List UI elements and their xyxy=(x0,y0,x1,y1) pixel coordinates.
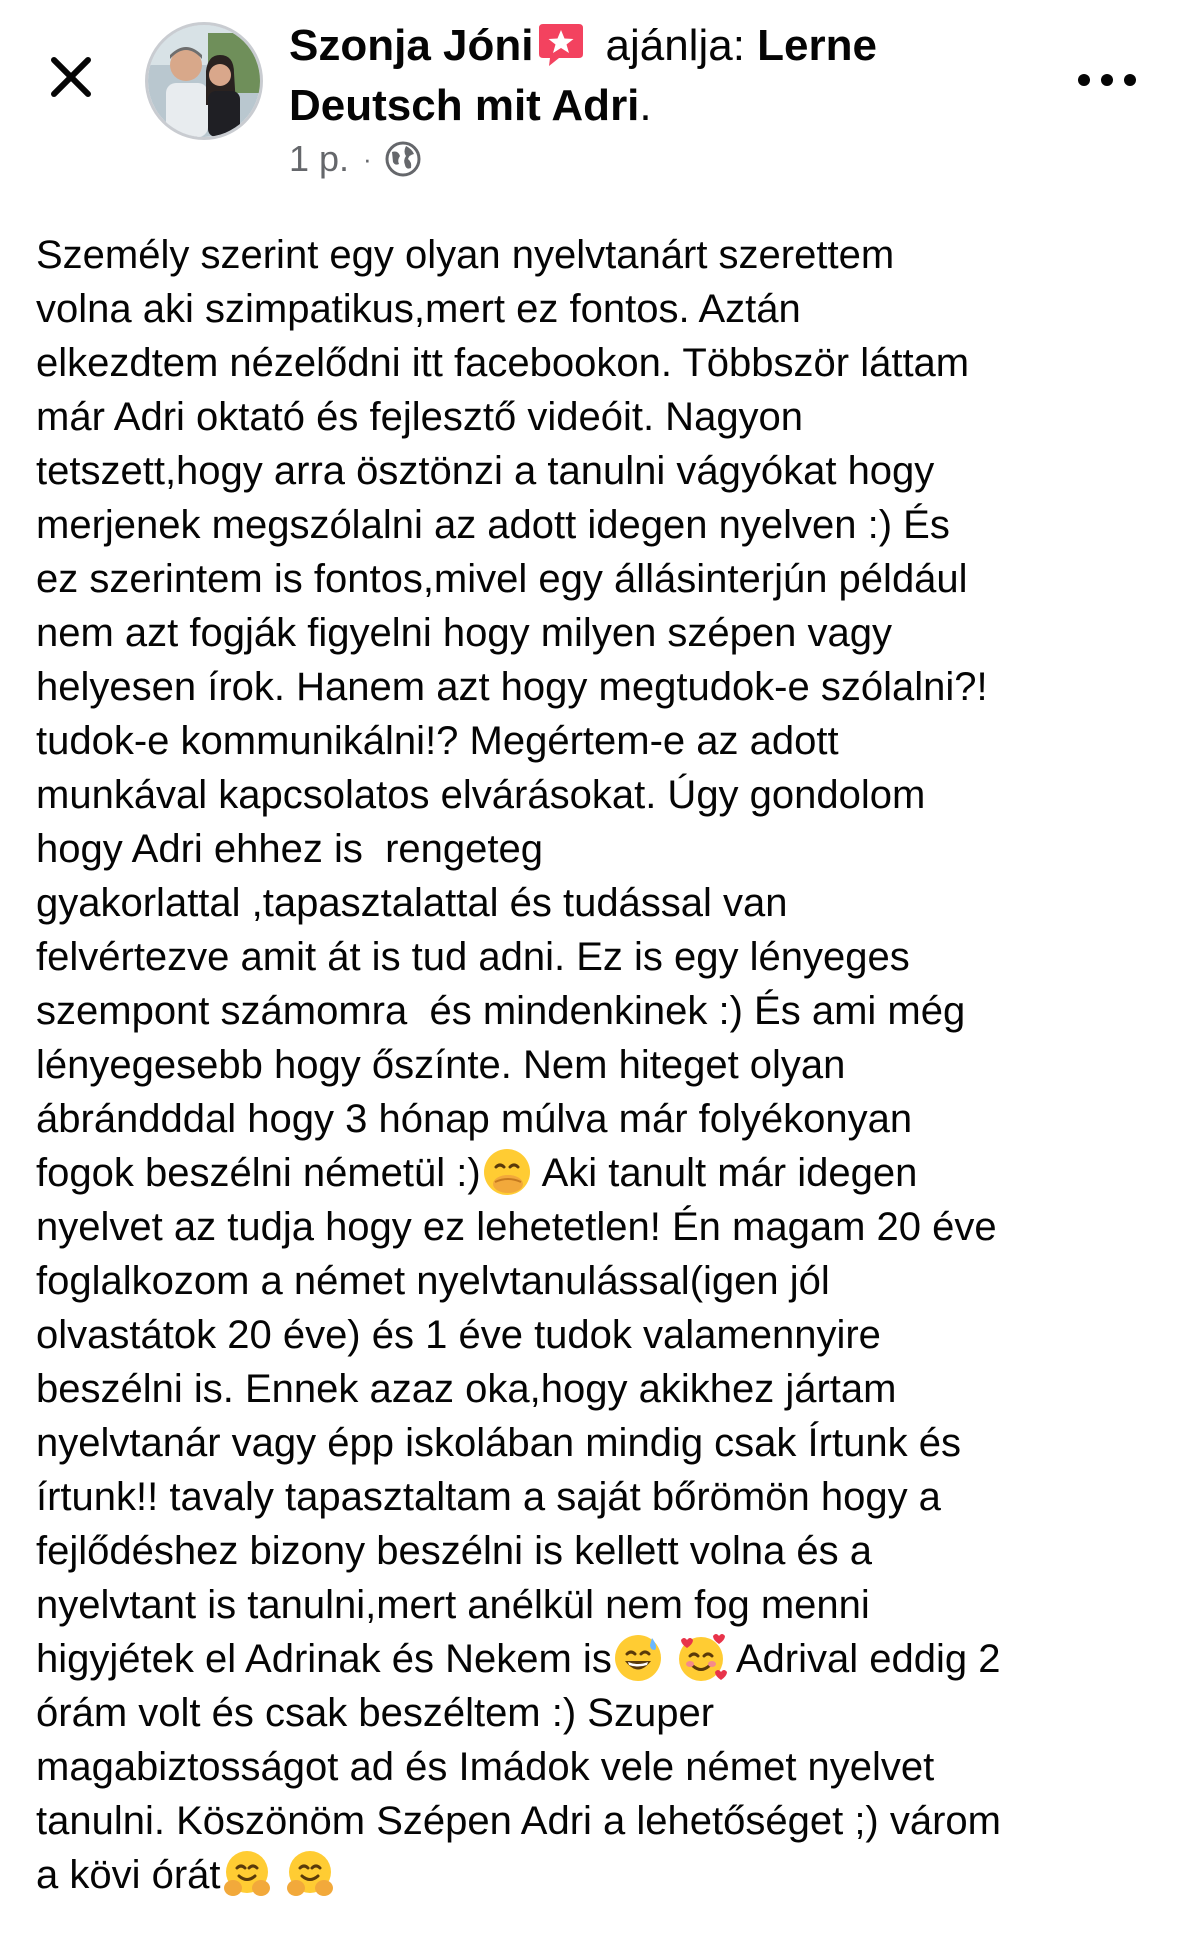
timestamp[interactable]: 1 p. xyxy=(289,138,350,179)
smiling-face-with-hearts-emoji xyxy=(675,1632,727,1684)
post-line: nyelvtant is tanulni,mert anélkül nem fog menni xyxy=(36,1583,870,1627)
post-meta xyxy=(289,138,422,180)
page-name-suffix: . xyxy=(639,81,652,130)
post-line: ábrándddal hogy 3 hónap múlva már folyékonyan xyxy=(36,1097,913,1141)
recommends-label: ajánlja: xyxy=(605,21,745,70)
post-line: volna aki szimpatikus,mert ez fontos. Aztán xyxy=(36,287,801,331)
meta-separator: · xyxy=(363,143,372,174)
post-line: tanulni. Köszönöm Szépen Adri a lehetőséget ;) várom xyxy=(36,1799,1001,1843)
more-options-button[interactable] xyxy=(1072,60,1142,100)
post-line: gyakorlattal ,tapasztalattal és tudással van xyxy=(36,881,788,925)
post-line-segment: Aki tanult már idegen xyxy=(532,1151,918,1195)
post-line: lényegesebb hogy őszínte. Nem hiteget olyan xyxy=(36,1043,846,1087)
post-line-gap xyxy=(273,1853,284,1897)
avatar[interactable] xyxy=(145,22,263,140)
post-line-segment: Adrival eddig 2 xyxy=(726,1637,1001,1681)
post-line: nyelvet az tudja hogy ez lehetetlen! Én magam 20 éve xyxy=(36,1205,997,1249)
post-line-segment: a kövi órát xyxy=(36,1853,221,1897)
post-line: írtunk!! tavaly tapasztaltam a saját bőrömön hogy a xyxy=(36,1475,941,1519)
post-line: munkával kapcsolatos elvárásokat. Úgy gondolom xyxy=(36,773,926,817)
post-line-with-emoji xyxy=(36,1848,1161,1902)
post-line: olvastátok 20 éve) és 1 éve tudok valamennyire xyxy=(36,1313,881,1357)
post-line: beszélni is. Ennek azaz oka,hogy akikhez jártam xyxy=(36,1367,897,1411)
post-line: már Adri oktató és fejlesztő videóit. Nagyon xyxy=(36,395,804,439)
post-line: órám volt és csak beszéltem :) Szuper xyxy=(36,1691,715,1735)
post-line-segment: fogok beszélni németül :) xyxy=(36,1151,481,1195)
face-with-hand-over-mouth-emoji xyxy=(481,1146,533,1198)
post-line-with-emoji xyxy=(36,1632,1161,1686)
post-line: nyelvtanár vagy épp iskolában mindig csak Írtunk és xyxy=(36,1421,961,1465)
post-line: fejlődéshez bizony beszélni is kellett volna és a xyxy=(36,1529,873,1573)
author-name[interactable]: Szonja Jóni xyxy=(289,21,534,70)
more-dots-icon xyxy=(1077,73,1137,87)
hugging-face-emoji xyxy=(221,1848,273,1900)
post-line: foglalkozom a német nyelvtanulással(igen jól xyxy=(36,1259,830,1303)
post-line: felvértezve amit át is tud adni. Ez is egy lényeges xyxy=(36,935,910,979)
post-line-gap xyxy=(664,1637,675,1681)
recommendation-badge-icon xyxy=(537,20,585,68)
grinning-face-with-sweat-emoji xyxy=(612,1632,664,1684)
page-name-continued[interactable]: Deutsch mit Adri xyxy=(289,81,640,130)
post-line: hogy Adri ehhez is rengeteg xyxy=(36,827,544,871)
post-header xyxy=(0,0,1179,190)
close-icon xyxy=(50,56,92,98)
post-line: magabiztosságot ad és Imádok vele német nyelvet xyxy=(36,1745,935,1789)
post-text xyxy=(36,228,1161,1902)
post-line: szempont számomra és mindenkinek :) És ami még xyxy=(36,989,966,1033)
hugging-face-emoji xyxy=(284,1848,336,1900)
post-line: tudok-e kommunikálni!? Megértem-e az adott xyxy=(36,719,839,763)
post-line: ez szerintem is fontos,mivel egy állásinterjún például xyxy=(36,557,968,601)
post-line: Személy szerint egy olyan nyelvtanárt szerettem xyxy=(36,233,895,277)
page-name[interactable]: Lerne xyxy=(757,21,877,70)
post-line: helyesen írok. Hanem azt hogy megtudok-e szólalni?! xyxy=(36,665,988,709)
post-line: elkezdtem nézelődni itt facebookon. Többször láttam xyxy=(36,341,970,385)
post-line: nem azt fogják figyelni hogy milyen szépen vagy xyxy=(36,611,893,655)
post-attribution xyxy=(289,16,1049,136)
close-button[interactable] xyxy=(38,44,104,110)
globe-icon[interactable] xyxy=(384,140,422,178)
post-line: tetszett,hogy arra ösztönzi a tanulni vágyókat hogy xyxy=(36,449,935,493)
post-line-segment: higyjétek el Adrinak és Nekem is xyxy=(36,1637,612,1681)
post-line-with-emoji xyxy=(36,1146,1161,1200)
post-line: merjenek megszólalni az adott idegen nyelven :) És xyxy=(36,503,950,547)
